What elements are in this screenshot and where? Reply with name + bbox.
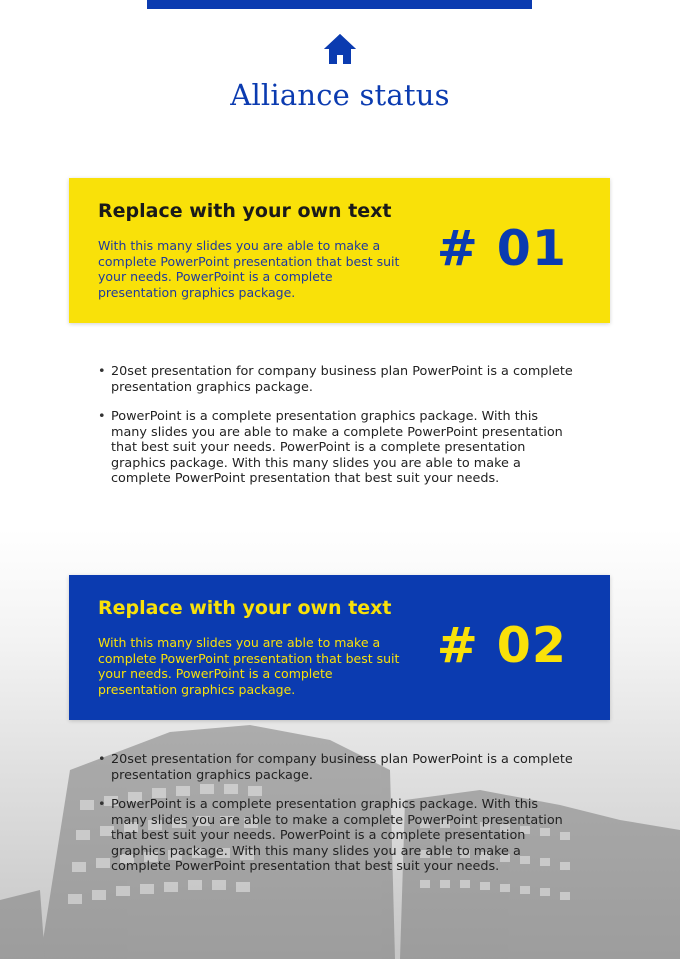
top-accent-bar — [147, 0, 532, 9]
list-item: • PowerPoint is a complete presentation graphics package. With this many slides you are able to make a complete PowerPoint presentation that best suit your needs. PowerPoint is a complete presentation graphics package. With this many slides you are able to make a complete PowerPoint presentation that best suit your needs. — [98, 409, 578, 487]
bullet-list-02 — [98, 752, 578, 889]
list-item: • 20set presentation for company business plan PowerPoint is a complete presentation graphics package. — [98, 752, 578, 783]
card-body-text: With this many slides you are able to make a complete PowerPoint presentation that best suit your needs. PowerPoint is a complete presentation graphics package. — [98, 238, 400, 300]
section-card-02 — [69, 575, 610, 720]
card-heading: Replace with your own text — [98, 597, 392, 619]
card-number: # 01 — [436, 220, 567, 277]
card-heading: Replace with your own text — [98, 200, 392, 222]
page-title: Alliance status — [230, 78, 450, 112]
list-item: • 20set presentation for company business plan PowerPoint is a complete presentation graphics package. — [98, 364, 578, 395]
section-card-01 — [69, 178, 610, 323]
list-item: • PowerPoint is a complete presentation graphics package. With this many slides you are able to make a complete PowerPoint presentation that best suit your needs. PowerPoint is a complete presentation graphics package. With this many slides you are able to make a complete PowerPoint presentation that best suit your needs. — [98, 797, 578, 875]
bullet-list-01 — [98, 364, 578, 501]
card-number: # 02 — [436, 617, 567, 674]
card-body-text: With this many slides you are able to make a complete PowerPoint presentation that best suit your needs. PowerPoint is a complete presentation graphics package. — [98, 635, 400, 697]
home-icon — [322, 31, 358, 67]
